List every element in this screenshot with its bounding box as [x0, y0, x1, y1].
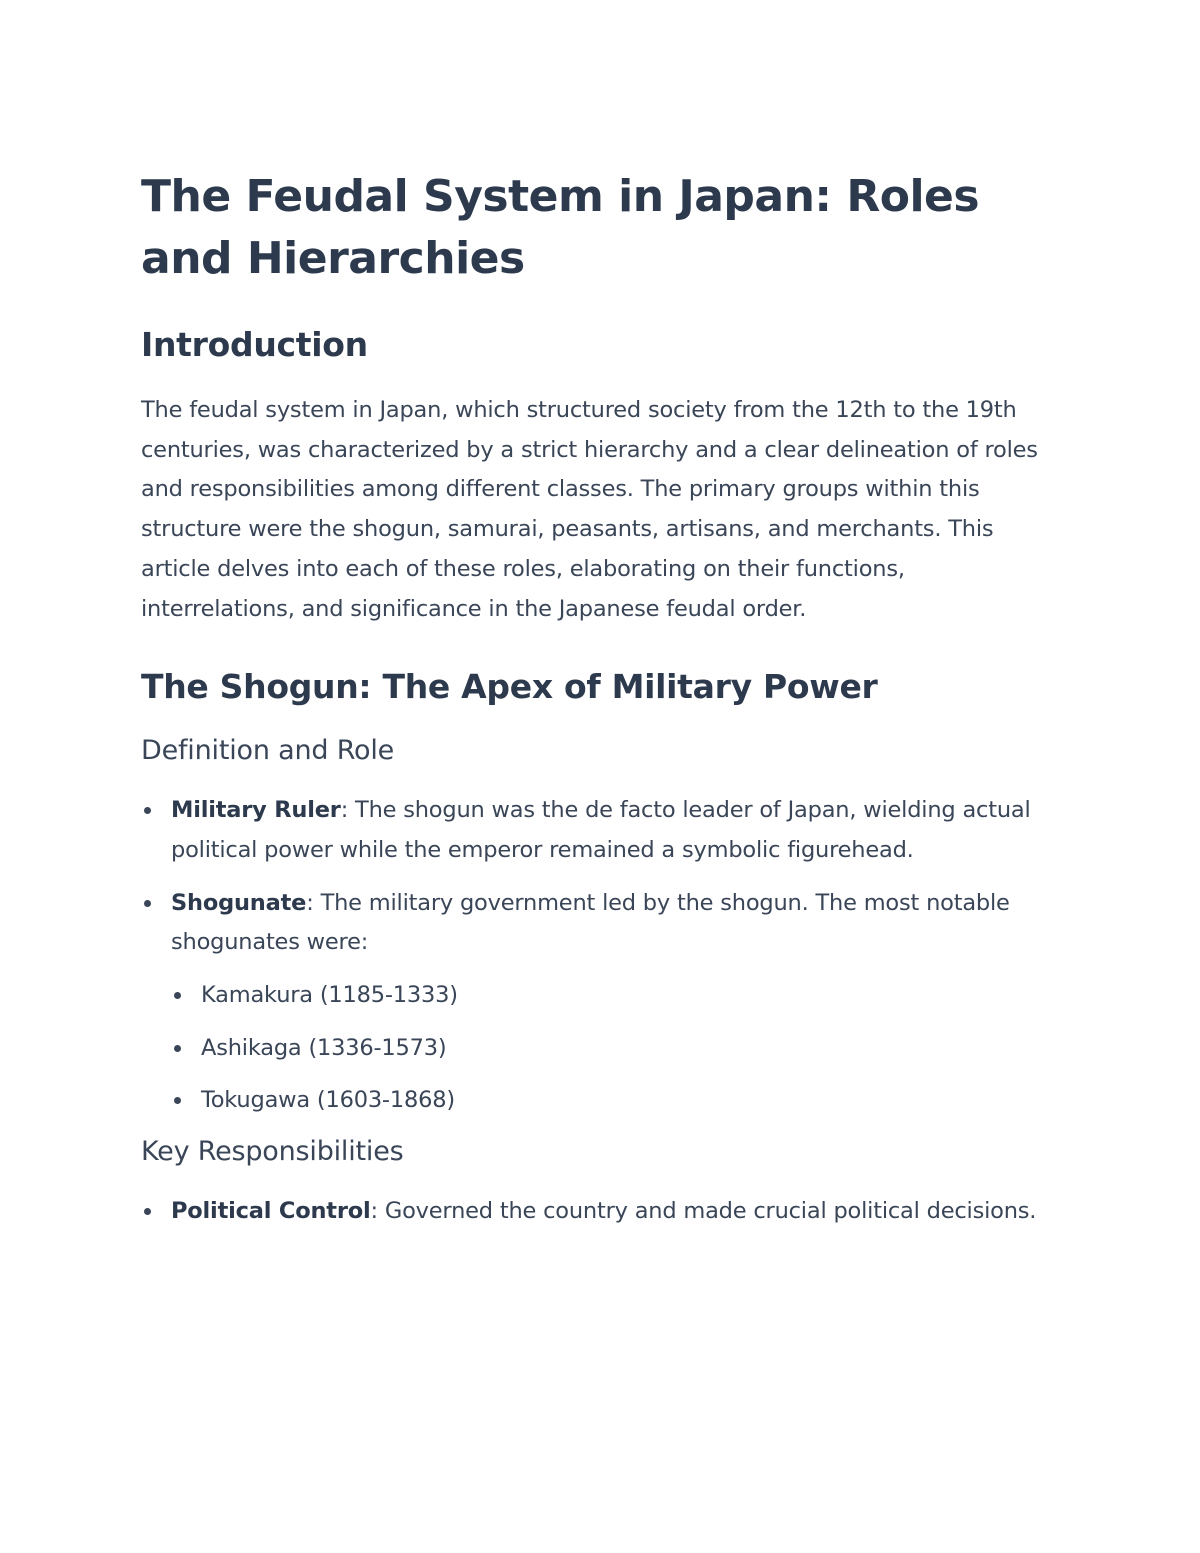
sublist-item-kamakura: Kamakura (1185-1333)	[171, 976, 1051, 1016]
section-heading-shogun: The Shogun: The Apex of Military Power	[141, 667, 878, 707]
sublist-item-tokugawa: Tokugawa (1603-1868)	[171, 1081, 1051, 1121]
term-shogunate: Shogunate	[171, 889, 307, 916]
subheading-definition-and-role: Definition and Role	[141, 735, 395, 767]
list-item-shogunate	[141, 884, 1051, 1122]
list-item-political-control	[141, 1192, 1051, 1232]
term-political-control: Political Control	[171, 1198, 371, 1225]
term-military-ruler: Military Ruler	[171, 797, 341, 824]
definition-list	[141, 791, 1051, 1121]
list-item-text: : The military government led by the shogun. The most notable shogunates were:	[171, 889, 1010, 956]
page-title: The Feudal System in Japan: Roles and Hierarchies	[141, 171, 980, 284]
sublist-item-ashikaga: Ashikaga (1336-1573)	[171, 1029, 1051, 1069]
section-heading-introduction: Introduction	[141, 325, 368, 364]
responsibilities-list	[141, 1192, 1051, 1232]
list-item-text: : Governed the country and made crucial political decisions.	[370, 1198, 1037, 1225]
list-item-text: : The shogun was the de facto leader of Japan, wielding actual political power while the emperor remained a symbolic figurehead.	[171, 797, 1031, 863]
introduction-paragraph: The feudal system in Japan, which structured society from the 12th to the 19th centuries, was characterized by a strict hierarchy and a clear delineation of roles and responsibilities among different classes. The primary groups within this structure were the shogun, samurai, peasants, artisans, and merchants. This article delves into each of these roles, elaborating on their functions, interrelations, and significance in the Japanese feudal order.	[141, 397, 1038, 622]
document-page	[141, 166, 1051, 1245]
list-item-military-ruler	[141, 791, 1051, 870]
subheading-key-responsibilities: Key Responsibilities	[141, 1136, 404, 1168]
shogunate-sublist	[171, 976, 1051, 1121]
